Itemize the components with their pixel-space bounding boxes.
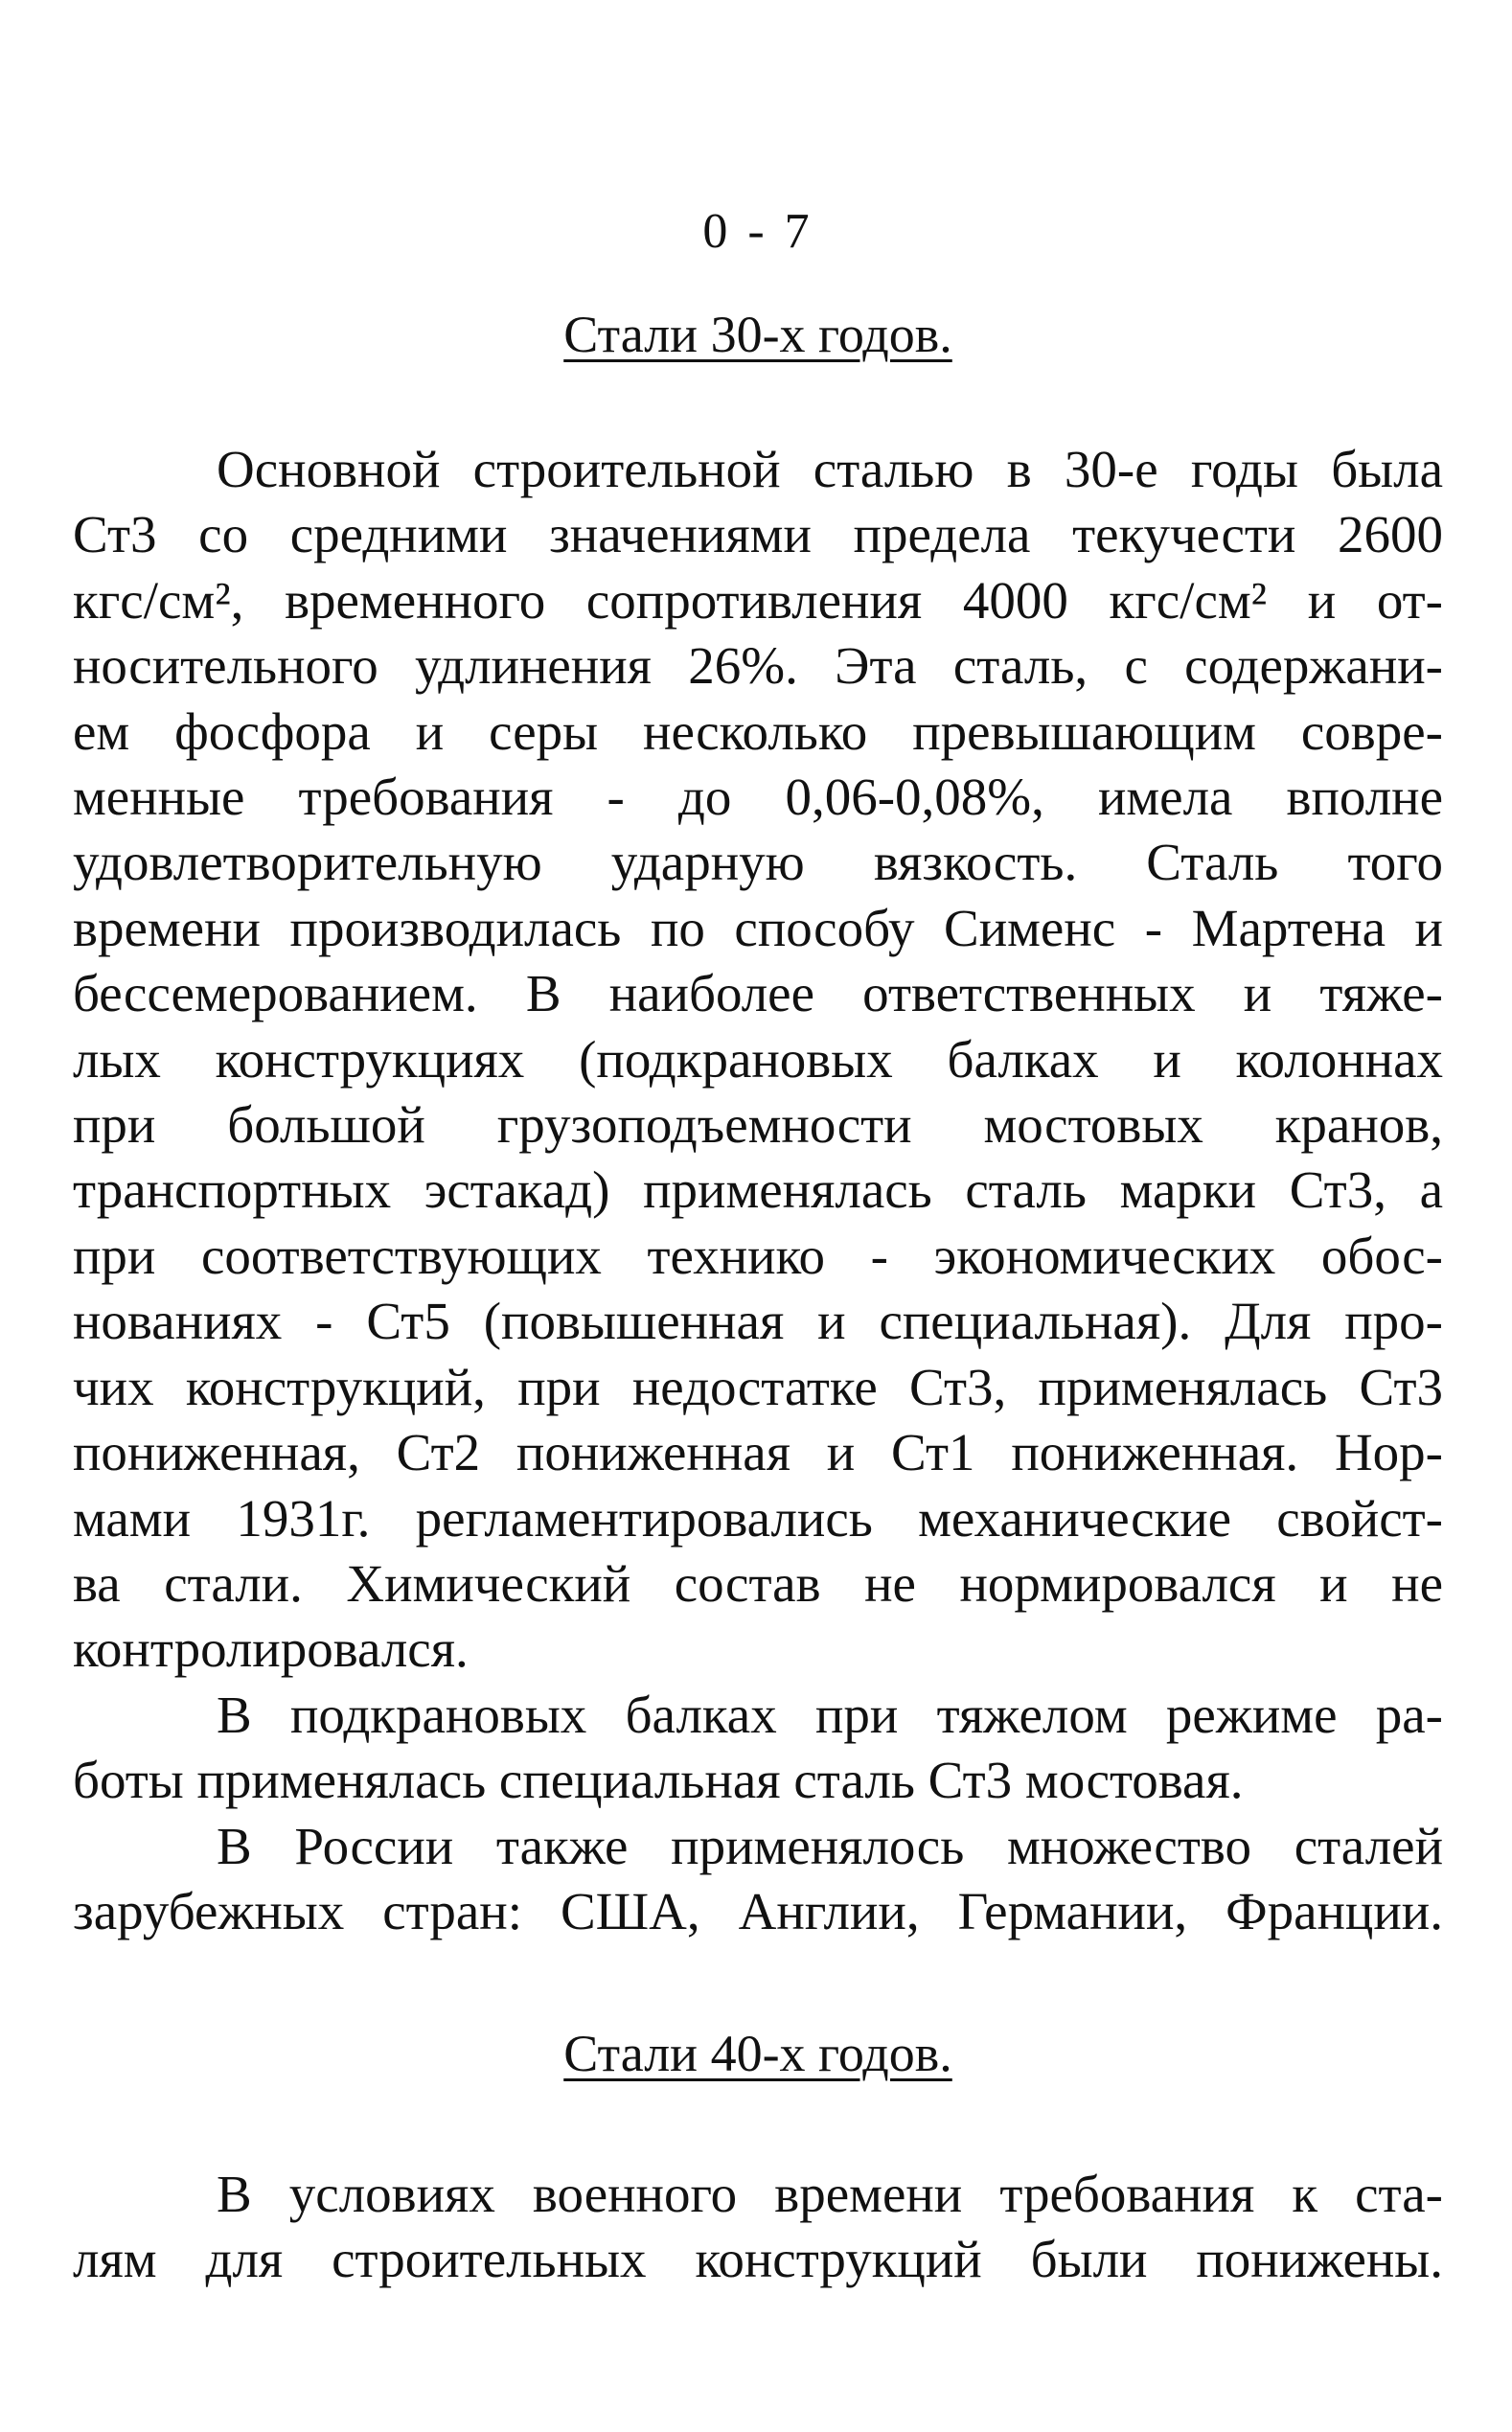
text-line: транспортных эстакад) применялась сталь марки Ст3, а — [73, 1160, 1443, 1220]
text-line: ва стали. Химический состав не нормировался и не — [73, 1553, 1443, 1613]
text-line: Ст3 со средними значениями предела текучести 2600 — [73, 505, 1443, 564]
section-body-40s — [73, 2162, 1443, 2293]
page-number: 0 - 7 — [702, 204, 813, 259]
text-line: контролировался. — [73, 1619, 469, 1679]
text-line: при большой грузоподъемности мостовых кранов, — [73, 1095, 1443, 1155]
text-line: при соответствующих технико - экономических обос- — [73, 1226, 1443, 1285]
text-line: лям для строительных конструкций были понижены. — [73, 2230, 1443, 2289]
section-heading-30s-text: Стали 30-х годов. — [563, 306, 952, 363]
text-line: бессемерованием. В наиболее ответственных и тяже- — [73, 964, 1443, 1023]
text-line: нованиях - Ст5 (повышенная и специальная). Для про- — [73, 1292, 1443, 1351]
text-line: мами 1931г. регламентировались механические свойст- — [73, 1488, 1443, 1548]
text-line: пониженная, Ст2 пониженная и Ст1 пониженная. Нор- — [73, 1423, 1443, 1482]
section-body-30s — [73, 437, 1443, 1944]
text-line: времени производилась по способу Сименс - Мартена и — [73, 898, 1443, 957]
text-line: боты применялась специальная сталь Ст3 мостовая. — [73, 1751, 1244, 1810]
text-line: Основной строительной сталью в 30-е годы была — [217, 440, 1443, 498]
section-heading-40s-text: Стали 40-х годов. — [563, 2025, 952, 2082]
section-heading-40s — [73, 2024, 1443, 2083]
text-line: В подкрановых балках при тяжелом режиме ра- — [217, 1685, 1443, 1744]
text-line: носительного удлинения 26%. Эта сталь, с содержани- — [73, 636, 1443, 696]
text-line: удовлетворительную ударную вязкость. Сталь того — [73, 833, 1443, 892]
text-line: кгс/см², временного сопротивления 4000 кгс/см² и от- — [73, 570, 1443, 630]
text-line: лых конструкциях (подкрановых балках и колоннах — [73, 1029, 1443, 1089]
text-line: В условиях военного времени требования к ста- — [217, 2165, 1443, 2223]
text-line: менные требования - до 0,06-0,08%, имела вполне — [73, 768, 1443, 827]
document-page — [73, 0, 1443, 2432]
section-heading-30s — [73, 305, 1443, 364]
text-line: зарубежных стран: США, Англии, Германии, Франции. — [73, 1881, 1443, 1940]
text-line: ем фосфора и серы несколько превышающим совре- — [73, 701, 1443, 761]
text-line: В России также применялось множество сталей — [217, 1816, 1443, 1875]
text-line: чих конструкций, при недостатке Ст3, применялась Ст3 — [73, 1357, 1443, 1416]
